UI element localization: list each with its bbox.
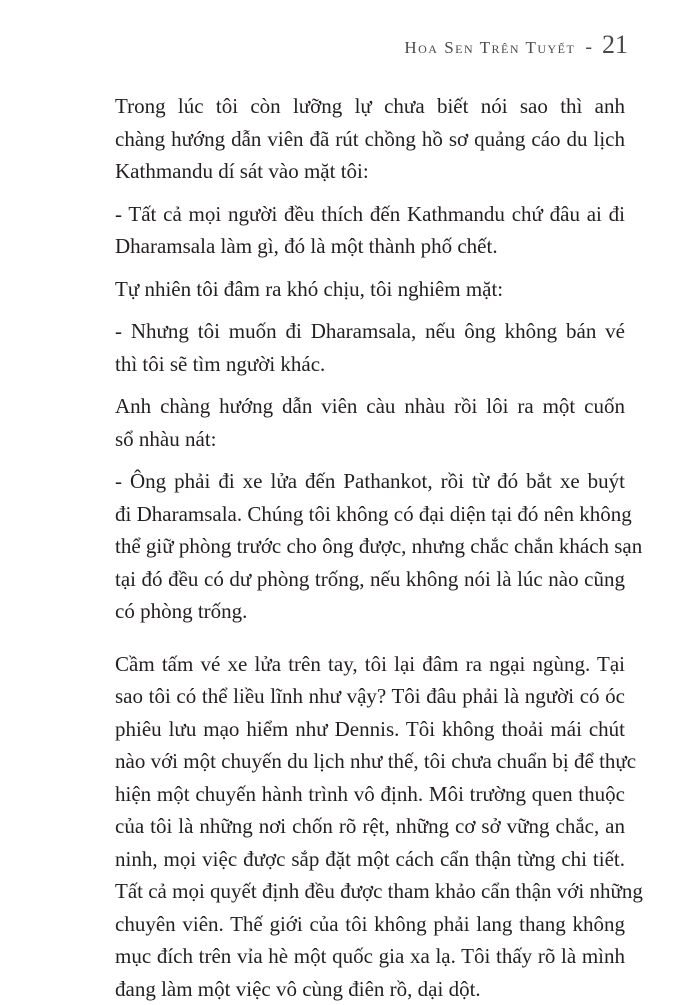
- paragraph-6: [115, 465, 625, 628]
- text-line: - Tất cả mọi người đều thích đến Kathmandu chứ đâu ai đi: [115, 198, 625, 231]
- text-line: Anh chàng hướng dẫn viên càu nhàu rồi lôi ra một cuốn: [115, 390, 625, 423]
- text-line: - Nhưng tôi muốn đi Dharamsala, nếu ông không bán vé: [115, 315, 625, 348]
- paragraph-2: [115, 198, 625, 263]
- paragraph-4: [115, 315, 625, 380]
- paragraph-5: [115, 390, 625, 455]
- text-line: Tất cả mọi quyết định đều được tham khảo cẩn thận với những: [115, 875, 625, 908]
- running-header: [404, 30, 628, 60]
- text-line: đang làm một việc vô cùng điên rồ, dại dột.: [115, 973, 625, 1005]
- text-line: sao tôi có thể liều lĩnh như vậy? Tôi đâu phải là người có óc: [115, 680, 625, 713]
- text-line: của tôi là những nơi chốn rõ rệt, những cơ sở vững chắc, an: [115, 810, 625, 843]
- text-line: Kathmandu dí sát vào mặt tôi:: [115, 155, 625, 188]
- paragraph-3: [115, 273, 625, 306]
- text-line: tại đó đều có dư phòng trống, nếu không nói là lúc nào cũng: [115, 563, 625, 596]
- paragraph-7: [115, 648, 625, 1005]
- text-line: chàng hướng dẫn viên đã rút chồng hồ sơ quảng cáo du lịch: [115, 123, 625, 156]
- text-line: đi Dharamsala. Chúng tôi không có đại diện tại đó nên không: [115, 498, 625, 531]
- text-line: mục đích trên vỉa hè một quốc gia xa lạ. Tôi thấy rõ là mình: [115, 940, 625, 973]
- body-text: [115, 90, 625, 1005]
- text-line: ninh, mọi việc được sắp đặt một cách cẩn thận từng chi tiết.: [115, 843, 625, 876]
- text-line: Cầm tấm vé xe lửa trên tay, tôi lại đâm ra ngại ngùng. Tại: [115, 648, 625, 681]
- paragraph-1: [115, 90, 625, 188]
- text-line: thì tôi sẽ tìm người khác.: [115, 348, 625, 381]
- text-line: phiêu lưu mạo hiểm như Dennis. Tôi không thoải mái chút: [115, 713, 625, 746]
- text-line: Trong lúc tôi còn lưỡng lự chưa biết nói sao thì anh: [115, 90, 625, 123]
- text-line: nào với một chuyến du lịch như thế, tôi chưa chuẩn bị để thực: [115, 745, 625, 778]
- text-line: Dharamsala làm gì, đó là một thành phố chết.: [115, 230, 625, 263]
- running-header-separator: -: [585, 36, 592, 59]
- page-number: 21: [602, 30, 628, 60]
- text-line: sổ nhàu nát:: [115, 423, 625, 456]
- text-line: - Ông phải đi xe lửa đến Pathankot, rồi từ đó bắt xe buýt: [115, 465, 625, 498]
- running-header-title: Hoa Sen Trên Tuyết: [404, 38, 575, 58]
- text-line: hiện một chuyến hành trình vô định. Môi trường quen thuộc: [115, 778, 625, 811]
- text-line: thể giữ phòng trước cho ông được, nhưng chắc chắn khách sạn: [115, 530, 625, 563]
- text-line: chuyên viên. Thế giới của tôi không phải lang thang không: [115, 908, 625, 941]
- text-line: có phòng trống.: [115, 595, 625, 628]
- text-line: Tự nhiên tôi đâm ra khó chịu, tôi nghiêm mặt:: [115, 273, 625, 306]
